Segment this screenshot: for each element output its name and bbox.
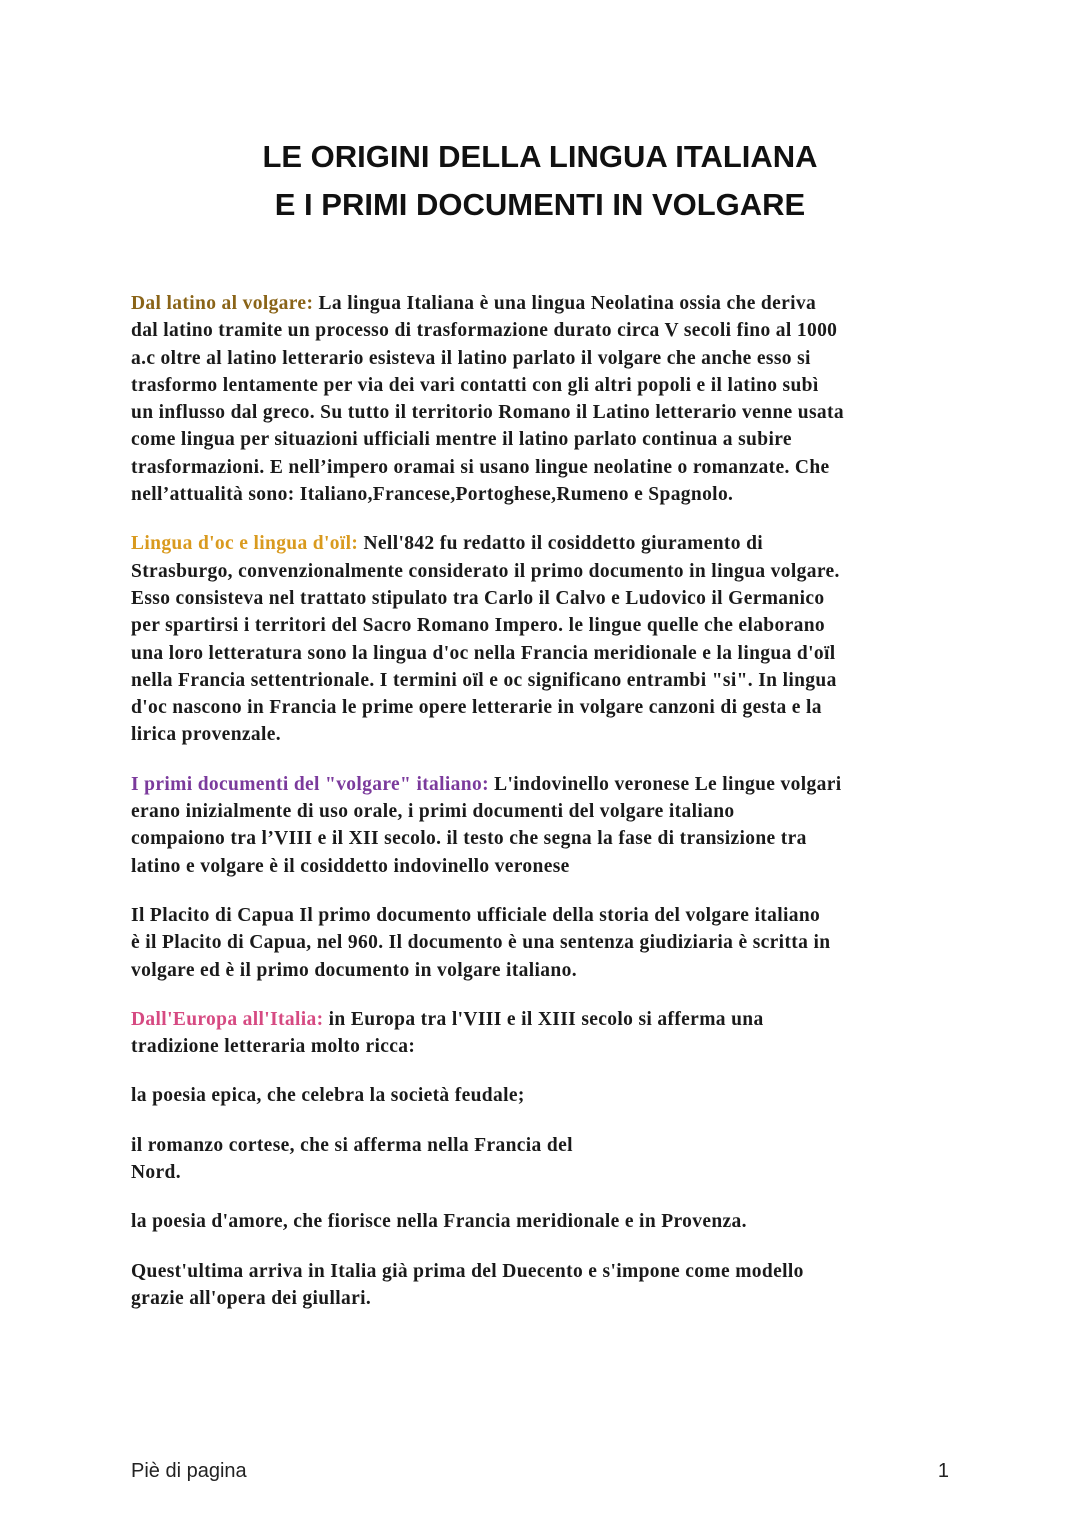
text-line: tradizione letteraria molto ricca: bbox=[131, 1036, 416, 1058]
paragraph-quest-ultima bbox=[131, 1258, 961, 1313]
text-line: Nell'842 fu redatto il cosiddetto giuramento di bbox=[358, 533, 764, 555]
text-line: dal latino tramite un processo di trasformazione durato circa V secoli fino al 1000 bbox=[131, 320, 838, 342]
page-number: 1 bbox=[937, 1460, 949, 1482]
text-line: a.c oltre al latino letterario esisteva il latino parlato il volgare che anche esso si bbox=[131, 347, 811, 369]
section-primi-documenti bbox=[131, 771, 961, 880]
text-line: grazie all'opera dei giullari. bbox=[131, 1287, 372, 1309]
section-dal-latino bbox=[131, 290, 961, 508]
text-line: la poesia epica, che celebra la società feudale; bbox=[131, 1085, 525, 1107]
section-europa-italia bbox=[131, 1006, 961, 1061]
text-line: la poesia d'amore, che fiorisce nella Francia meridionale e in Provenza. bbox=[131, 1211, 747, 1233]
text-line: Il Placito di Capua Il primo documento ufficiale della storia del volgare italiano bbox=[131, 904, 821, 926]
text-line: Quest'ultima arriva in Italia già prima del Duecento e s'impone come modello bbox=[131, 1260, 804, 1282]
text-line: trasformazioni. E nell’impero oramai si usano lingue neolatine o romanzate. Che bbox=[131, 456, 830, 478]
paragraph-poesia-amore bbox=[131, 1208, 961, 1235]
title-line-1: LE ORIGINI DELLA LINGUA ITALIANA bbox=[262, 139, 818, 174]
text-line: d'oc nascono in Francia le prime opere letterarie in volgare canzoni di gesta e la bbox=[131, 697, 822, 719]
text-line: lirica provenzale. bbox=[131, 724, 281, 746]
text-line: nell’attualità sono: Italiano,Francese,Portoghese,Rumeno e Spagnolo. bbox=[131, 484, 734, 506]
section-placito-capua bbox=[131, 902, 961, 984]
text-line: è il Placito di Capua, nel 960. Il documento è una sentenza giudiziaria è scritta in bbox=[131, 932, 831, 954]
text-line: un influsso dal greco. Su tutto il territorio Romano il Latino letterario venne usata bbox=[131, 402, 844, 424]
text-line: volgare ed è il primo documento in volgare italiano. bbox=[131, 959, 577, 981]
text-line: Strasburgo, convenzionalmente considerato il primo documento in lingua volgare. bbox=[131, 560, 840, 582]
text-line: La lingua Italiana è una lingua Neolatina ossia che deriva bbox=[313, 293, 817, 314]
text-line: Esso consisteva nel trattato stipulato tra Carlo il Calvo e Ludovico il Germanico bbox=[131, 587, 825, 609]
text-line: erano inizialmente di uso orale, i primi documenti del volgare italiano bbox=[131, 801, 735, 823]
paragraph-poesia-epica bbox=[131, 1082, 961, 1109]
text-line: Nord. bbox=[131, 1162, 181, 1184]
text-line: il romanzo cortese, che si afferma nella Francia del bbox=[131, 1134, 573, 1156]
text-line: compaiono tra l’VIII e il XII secolo. il testo che segna la fase di transizione tra bbox=[131, 828, 807, 850]
section-heading: Dal latino al volgare: bbox=[131, 293, 314, 314]
text-line: come lingua per situazioni ufficiali mentre il latino parlato continua a subire bbox=[131, 429, 792, 451]
paragraph-romanzo-cortese bbox=[131, 1132, 961, 1187]
footer-label: Piè di pagina bbox=[131, 1460, 247, 1482]
text-line: L'indovinello veronese Le lingue volgari bbox=[488, 773, 842, 795]
section-lingua-oc-oil bbox=[131, 530, 961, 748]
text-line: una loro letteratura sono la lingua d'oc nella Francia meridionale e la lingua d'oïl bbox=[131, 642, 836, 664]
section-heading: Dall'Europa all'Italia: bbox=[131, 1008, 324, 1030]
page-footer bbox=[131, 1460, 949, 1483]
page-title bbox=[0, 133, 1080, 229]
section-heading: Lingua d'oc e lingua d'oïl: bbox=[131, 533, 359, 555]
text-line: per spartirsi i territori del Sacro Romano Impero. le lingue quelle che elaborano bbox=[131, 615, 825, 637]
document-body bbox=[131, 290, 961, 1334]
text-line: latino e volgare è il cosiddetto indovinello veronese bbox=[131, 855, 570, 877]
text-line: trasformo lentamente per via dei vari contatti con gli altri popoli e il latino subì bbox=[131, 374, 819, 396]
section-heading: I primi documenti del "volgare" italiano: bbox=[131, 773, 489, 795]
text-line: nella Francia settentrionale. I termini oïl e oc significano entrambi "si". In lingua bbox=[131, 669, 837, 691]
title-line-2: E I PRIMI DOCUMENTI IN VOLGARE bbox=[274, 187, 806, 222]
text-line: in Europa tra l'VIII e il XIII secolo si afferma una bbox=[323, 1008, 764, 1030]
